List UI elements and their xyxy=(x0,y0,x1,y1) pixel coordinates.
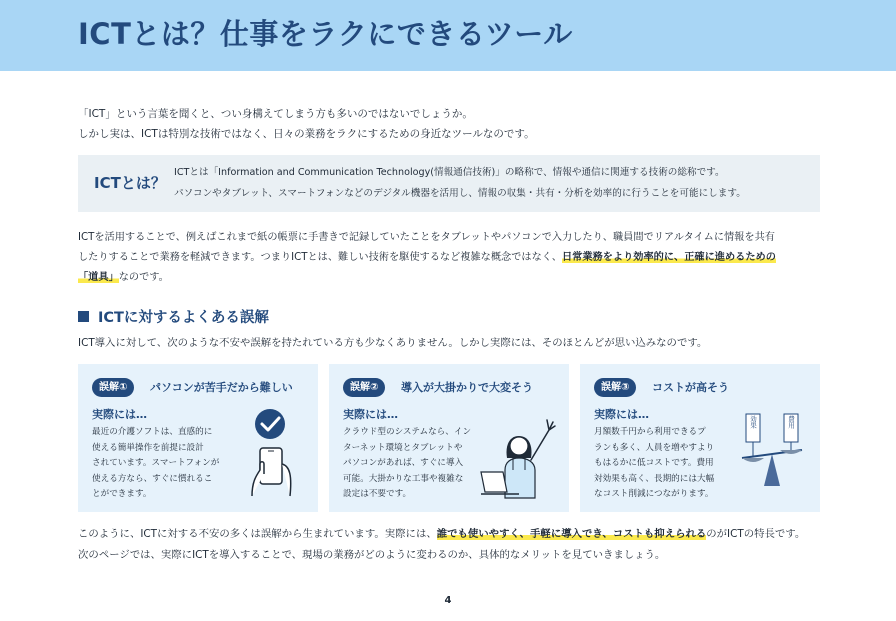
card-subheading: 実際には… xyxy=(92,408,147,421)
scale-label-cost: 費用 xyxy=(787,415,795,429)
section-heading-text: ICTに対するよくある誤解 xyxy=(98,310,269,326)
card-body xyxy=(594,425,714,503)
misconception-card-2 xyxy=(329,364,569,512)
card-subheading: 実際には… xyxy=(594,408,649,421)
card-line: パソコンがあれば、すぐに導入 xyxy=(343,458,464,468)
card-line: 対効果も高く、長期的には大幅 xyxy=(594,473,715,484)
person-laptop-icon xyxy=(479,410,565,504)
paragraph-line-3-text: なのです。 xyxy=(118,272,169,283)
page-title: ICTとは？仕事をラクにできるツール xyxy=(78,17,573,51)
definition-line-2: パソコンやタブレット、スマートフォンなどのデジタル機器を活用し、情報の収集・共有・分析を効率的に行うことを可能にします。 xyxy=(174,188,746,199)
card-line: ターネット環境とタブレットや xyxy=(343,442,463,453)
paragraph-highlight-1: 日常業務をより効率的に、正確に進めるための xyxy=(561,252,776,263)
intro-text xyxy=(78,104,535,144)
closing-line-2: 次のページでは、実際にICTを導入することで、現場の業務がどのように変わるのか、具体的なメリットを見ていきましょう。 xyxy=(78,549,666,561)
scale-label-effect: 効果 xyxy=(749,415,757,429)
card-badge: 誤解① xyxy=(92,378,134,397)
balance-scale-icon xyxy=(734,412,806,494)
page-number: 4 xyxy=(444,595,452,606)
closing-line-1-end: のがICTの特長です。 xyxy=(706,528,806,540)
card-line: 月額数千円から利用できるプ xyxy=(594,427,706,437)
card-title: 導入が大掛かりで大変そう xyxy=(401,381,533,394)
card-body xyxy=(92,425,219,503)
definition-line-1: ICTとは「Information and Communication Technology(情報通信技術)」の略称で、情報や通信に関連する技術の総称です。 xyxy=(174,167,725,178)
section-lead: ICT導入に対して、次のような不安や誤解を持たれている方も少なくありません。しかし実際には、そのほとんどが思い込みなのです。 xyxy=(78,337,708,349)
definition-text xyxy=(174,162,746,204)
square-bullet-icon xyxy=(78,311,89,322)
definition-box xyxy=(78,155,820,212)
card-title: コストが高そう xyxy=(652,381,729,394)
card-line: されています。スマートフォンが xyxy=(92,458,220,468)
card-line: 最近の介護ソフトは、直感的に xyxy=(92,427,213,437)
misconception-card-1 xyxy=(78,364,318,512)
card-line: もはるかに低コストです。費用 xyxy=(594,458,714,468)
definition-label: ICTとは？ xyxy=(94,174,166,192)
card-line: とができます。 xyxy=(92,489,152,499)
misconception-card-3 xyxy=(580,364,820,512)
card-line: 使える方なら、すぐに慣れるこ xyxy=(92,473,213,484)
card-line: 使える簡単操作を前提に設計 xyxy=(92,442,204,453)
closing-line-1-text: このように、ICTに対する不安の多くは誤解から生まれています。実際には、 xyxy=(78,528,437,540)
title-banner xyxy=(0,0,896,71)
closing-text xyxy=(78,524,805,566)
card-body xyxy=(343,425,471,503)
card-line: 可能。大掛かりな工事や複雑な xyxy=(343,473,464,484)
paragraph-line-2 xyxy=(78,248,826,268)
paragraph-line-1: ICTを活用することで、例えばこれまで紙の帳票に手書きで記録していたことをタブレットやパソコンで入力したり、職員間でリアルタイムに情報を共有 xyxy=(78,232,775,243)
section-heading xyxy=(78,306,269,327)
explanation-paragraph xyxy=(78,228,826,288)
closing-line-1 xyxy=(78,524,805,545)
intro-line-1: 「ICT」という言葉を聞くと、つい身構えてしまう方も多いのではないでしょうか。 xyxy=(78,108,473,120)
card-line: 設定は不要です。 xyxy=(343,489,412,499)
card-badge: 誤解③ xyxy=(594,378,636,397)
paragraph-highlight-2: 「道具」 xyxy=(78,272,119,283)
paragraph-line-3 xyxy=(78,268,826,288)
card-line: ランも多く、人員を増やすより xyxy=(594,442,715,453)
paragraph-line-2-text: したりすることで業務を軽減できます。つまりICTとは、難しい技術を駆使するなど複雑な概念ではなく、 xyxy=(78,252,562,263)
intro-line-2: しかし実は、ICTは特別な技術ではなく、日々の業務をラクにするための身近なツールなのです。 xyxy=(78,128,535,140)
card-badge: 誤解② xyxy=(343,378,385,397)
closing-highlight: 誰でも使いやすく、手軽に導入でき、コストも抑えられる xyxy=(436,528,707,540)
card-line: なコスト削減につながります。 xyxy=(594,489,714,499)
card-title: パソコンが苦手だから難しい xyxy=(150,381,293,394)
card-subheading: 実際には… xyxy=(343,408,398,421)
smartphone-hand-icon xyxy=(246,404,306,500)
card-line: クラウド型のシステムなら、イン xyxy=(343,427,472,437)
